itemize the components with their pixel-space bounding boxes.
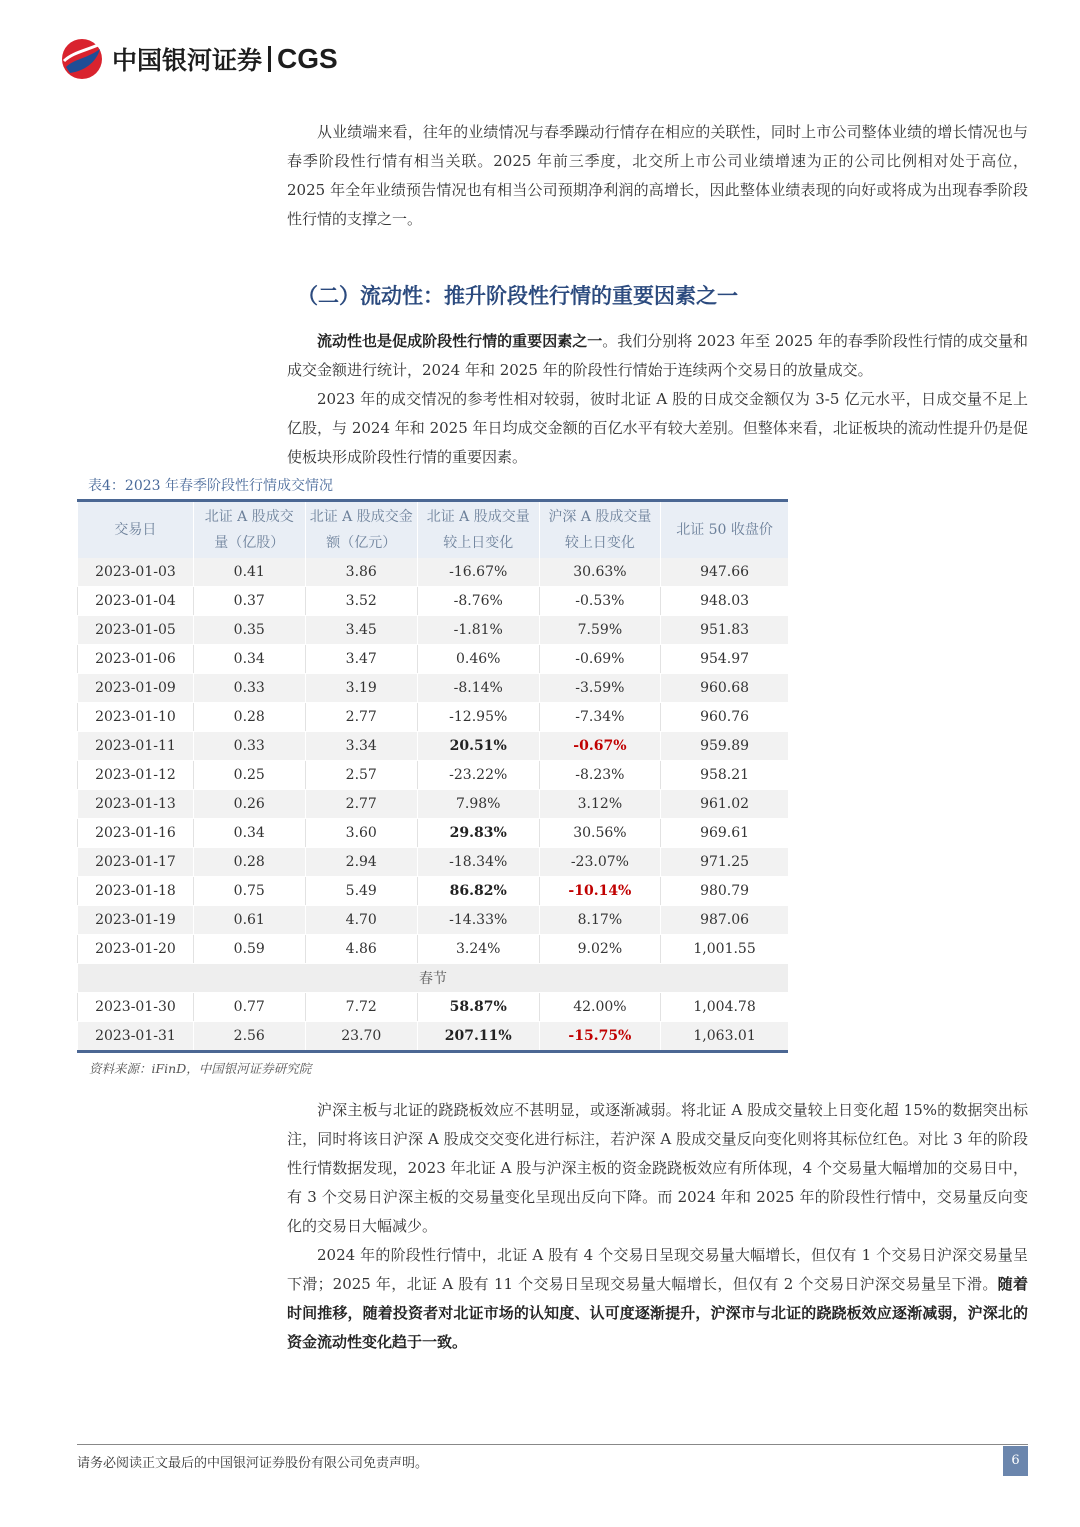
header-cell: 北证 50 收盘价 bbox=[661, 501, 788, 559]
analysis-conclusion-bold: 随着时间推移，随着投资者对北证市场的认知度、认可度逐渐提升，沪深市与北证的跷跷板效应逐渐减弱，沪深北的资金流动性变化趋于一致。 bbox=[287, 1275, 1028, 1351]
table-cell: 947.66 bbox=[661, 558, 788, 587]
table-cell: 7.72 bbox=[305, 993, 417, 1022]
table-cell: 0.75 bbox=[193, 877, 305, 906]
table-row bbox=[78, 935, 789, 964]
table-row bbox=[78, 906, 789, 935]
table-cell: 2023-01-04 bbox=[78, 587, 194, 616]
logo-english-text: CGS bbox=[277, 43, 338, 74]
table-cell: 0.25 bbox=[193, 761, 305, 790]
table-source: 资料来源：iFinD，中国银河证券研究院 bbox=[89, 1061, 312, 1076]
table-cell: -0.69% bbox=[539, 645, 660, 674]
table-cell: 5.49 bbox=[305, 877, 417, 906]
liquidity-paragraph-1 bbox=[287, 327, 1028, 385]
table-cell: 0.28 bbox=[193, 848, 305, 877]
table-row bbox=[78, 732, 789, 761]
table-cell: 0.35 bbox=[193, 616, 305, 645]
table-cell: 0.34 bbox=[193, 645, 305, 674]
table-cell: 3.24% bbox=[417, 935, 539, 964]
table-cell: 951.83 bbox=[661, 616, 788, 645]
table-row bbox=[78, 848, 789, 877]
table-cell: -8.76% bbox=[417, 587, 539, 616]
table-cell: 4.86 bbox=[305, 935, 417, 964]
table-cell: -23.07% bbox=[539, 848, 660, 877]
table-title: 表4：2023 年春季阶段性行情成交情况 bbox=[88, 478, 333, 494]
table-cell: 3.86 bbox=[305, 558, 417, 587]
header-cell: 北证 A 股成交量较上日变化 bbox=[417, 501, 539, 559]
table-cell: -8.14% bbox=[417, 674, 539, 703]
table-cell: -8.23% bbox=[539, 761, 660, 790]
table-cell: 948.03 bbox=[661, 587, 788, 616]
table-cell: 29.83% bbox=[417, 819, 539, 848]
table-cell: 2023-01-19 bbox=[78, 906, 194, 935]
table-cell: 0.59 bbox=[193, 935, 305, 964]
header-cell: 交易日 bbox=[78, 501, 194, 559]
table-cell: 1,001.55 bbox=[661, 935, 788, 964]
table-row bbox=[78, 790, 789, 819]
header-cell: 北证 A 股成交量（亿股） bbox=[193, 501, 305, 559]
analysis-paragraph-2 bbox=[287, 1241, 1028, 1357]
table-row bbox=[78, 761, 789, 790]
header-cell: 沪深 A 股成交量较上日变化 bbox=[539, 501, 660, 559]
table-row bbox=[78, 558, 789, 587]
table-cell: -3.59% bbox=[539, 674, 660, 703]
table-cell: 3.19 bbox=[305, 674, 417, 703]
table-cell: 3.60 bbox=[305, 819, 417, 848]
analysis-rest: 2024 年的阶段性行情中，北证 A 股有 4 个交易日呈现交易量大幅增长，但仅有 1 个交易日沪深交易量呈下滑；2025 年，北证 A 股有 11 个交易日呈现交易量大幅增长，但仅有 2 个交易日沪深交易量呈下滑。 bbox=[287, 1246, 1028, 1293]
table-cell: 0.26 bbox=[193, 790, 305, 819]
table-row bbox=[78, 993, 789, 1022]
table-cell: 58.87% bbox=[417, 993, 539, 1022]
table-cell: 980.79 bbox=[661, 877, 788, 906]
table-row bbox=[78, 703, 789, 732]
table-cell: 2.77 bbox=[305, 703, 417, 732]
holiday-separator-cell: 春节 bbox=[78, 964, 789, 993]
table-cell: 2.56 bbox=[193, 1022, 305, 1052]
table-cell: -14.33% bbox=[417, 906, 539, 935]
table-cell: 0.77 bbox=[193, 993, 305, 1022]
table-cell: -15.75% bbox=[539, 1022, 660, 1052]
table-cell: 2023-01-10 bbox=[78, 703, 194, 732]
logo-separator bbox=[268, 46, 271, 72]
table-cell: 960.76 bbox=[661, 703, 788, 732]
section-title: （二）流动性：推升阶段性行情的重要因素之一 bbox=[297, 283, 738, 308]
liquidity-lead-bold: 流动性也是促成阶段性行情的重要因素之一 bbox=[317, 332, 603, 350]
table-cell: 959.89 bbox=[661, 732, 788, 761]
table-cell: 2023-01-09 bbox=[78, 674, 194, 703]
table-cell: 23.70 bbox=[305, 1022, 417, 1052]
table-cell: 971.25 bbox=[661, 848, 788, 877]
page-number: 6 bbox=[1003, 1446, 1028, 1476]
table-cell: -0.67% bbox=[539, 732, 660, 761]
table-cell: -16.67% bbox=[417, 558, 539, 587]
table-cell: 0.46% bbox=[417, 645, 539, 674]
logo-chinese-text: 中国银河证券 bbox=[112, 46, 263, 75]
table-cell: 2.57 bbox=[305, 761, 417, 790]
table-row bbox=[78, 877, 789, 906]
liquidity-paragraph-2: 2023 年的成交情况的参考性相对较弱，彼时北证 A 股的日成交金额仅为 3-5 亿元水平，日成交量不足上亿股，与 2024 年和 2025 年日均成交金额的百亿水平有较大差别。但整体来看，北证板块的流动性提升仍是促使板块形成阶段性行情的重要因素。 bbox=[287, 390, 1028, 466]
table-cell: 4.70 bbox=[305, 906, 417, 935]
table-row bbox=[78, 819, 789, 848]
table-cell: 1,004.78 bbox=[661, 993, 788, 1022]
table-cell: 2023-01-17 bbox=[78, 848, 194, 877]
footer-divider bbox=[77, 1444, 1028, 1445]
table-row bbox=[78, 1022, 789, 1052]
table-cell: 86.82% bbox=[417, 877, 539, 906]
liquidity-lead-rest: 。我们分别将 2023 年至 2025 年的春季阶段性行情的成交量和成交金额进行统计，2024 年和 2025 年的阶段性行情始于连续两个交易日的放量成交。 bbox=[287, 332, 1028, 379]
table-cell: 2.77 bbox=[305, 790, 417, 819]
footer-disclaimer: 请务必阅读正文最后的中国银河证券股份有限公司免责声明。 bbox=[77, 1456, 429, 1471]
table-cell: 0.34 bbox=[193, 819, 305, 848]
table-cell: 2023-01-05 bbox=[78, 616, 194, 645]
table-row bbox=[78, 616, 789, 645]
table-row bbox=[78, 645, 789, 674]
table-cell: 7.59% bbox=[539, 616, 660, 645]
table-cell: 3.52 bbox=[305, 587, 417, 616]
table-cell: 3.12% bbox=[539, 790, 660, 819]
table-cell: 0.28 bbox=[193, 703, 305, 732]
table-cell: 30.63% bbox=[539, 558, 660, 587]
table-cell: 3.34 bbox=[305, 732, 417, 761]
table-row bbox=[78, 674, 789, 703]
table-header-row bbox=[78, 501, 789, 559]
table-cell: 42.00% bbox=[539, 993, 660, 1022]
table-cell: 969.61 bbox=[661, 819, 788, 848]
header-cell: 北证 A 股成交金额（亿元） bbox=[305, 501, 417, 559]
table-row bbox=[78, 587, 789, 616]
table-cell: -18.34% bbox=[417, 848, 539, 877]
table-cell: 2.94 bbox=[305, 848, 417, 877]
table-cell: 7.98% bbox=[417, 790, 539, 819]
table-cell: 987.06 bbox=[661, 906, 788, 935]
table-cell: 9.02% bbox=[539, 935, 660, 964]
table-cell: -23.22% bbox=[417, 761, 539, 790]
table-cell: 960.68 bbox=[661, 674, 788, 703]
table-cell: 0.33 bbox=[193, 674, 305, 703]
table-cell: 0.41 bbox=[193, 558, 305, 587]
table-cell: 2023-01-16 bbox=[78, 819, 194, 848]
table-cell: 958.21 bbox=[661, 761, 788, 790]
table-cell: -10.14% bbox=[539, 877, 660, 906]
table-cell: 20.51% bbox=[417, 732, 539, 761]
table-cell: 207.11% bbox=[417, 1022, 539, 1052]
table-cell: 961.02 bbox=[661, 790, 788, 819]
table-cell: 2023-01-18 bbox=[78, 877, 194, 906]
intro-paragraph: 从业绩端来看，往年的业绩情况与春季躁动行情存在相应的关联性，同时上市公司整体业绩的增长情况也与春季阶段性行情有相当关联。2025 年前三季度，北交所上市公司业绩增速为正的公司比例相对处于高位，2025 年全年业绩预告情况也有相当公司预期净利润的高增长，因此整体业绩表现的向好或将成为出现春季阶段性行情的支撑之一。 bbox=[287, 123, 1028, 228]
table-cell: -1.81% bbox=[417, 616, 539, 645]
table-cell: 1,063.01 bbox=[661, 1022, 788, 1052]
table-cell: 3.47 bbox=[305, 645, 417, 674]
cgs-logo-icon bbox=[60, 37, 104, 81]
table-cell: 0.61 bbox=[193, 906, 305, 935]
table-cell: 2023-01-20 bbox=[78, 935, 194, 964]
table-cell: 2023-01-13 bbox=[78, 790, 194, 819]
table-cell: 0.33 bbox=[193, 732, 305, 761]
table-cell: 2023-01-11 bbox=[78, 732, 194, 761]
table-cell: 3.45 bbox=[305, 616, 417, 645]
table-row bbox=[78, 964, 789, 993]
table-cell: 2023-01-31 bbox=[78, 1022, 194, 1052]
table-cell: 30.56% bbox=[539, 819, 660, 848]
trading-table bbox=[77, 499, 788, 1053]
table-cell: -12.95% bbox=[417, 703, 539, 732]
table-cell: 2023-01-12 bbox=[78, 761, 194, 790]
table-cell: 954.97 bbox=[661, 645, 788, 674]
brand-logo bbox=[60, 36, 338, 82]
table-cell: 8.17% bbox=[539, 906, 660, 935]
table-cell: 2023-01-30 bbox=[78, 993, 194, 1022]
table-cell: 0.37 bbox=[193, 587, 305, 616]
analysis-paragraph-1: 沪深主板与北证的跷跷板效应不甚明显，或逐渐减弱。将北证 A 股成交量较上日变化超 15%的数据突出标注，同时将该日沪深 A 股成交交变化进行标注，若沪深 A 股成交量反向变化则将其标位红色。对比 3 年的阶段性行情数据发现，2023 年北证 A 股与沪深主板的资金跷跷板效应有所体现，4 个交易量大幅增加的交易日中，有 3 个交易日沪深主板的交易量变化呈现出反向下降。而 2024 年和 2025 年的阶段性行情中，交易量反向变化的交易日大幅减少。 bbox=[287, 1101, 1028, 1235]
table-cell: -7.34% bbox=[539, 703, 660, 732]
table-cell: 2023-01-03 bbox=[78, 558, 194, 587]
table-cell: 2023-01-06 bbox=[78, 645, 194, 674]
table-cell: -0.53% bbox=[539, 587, 660, 616]
